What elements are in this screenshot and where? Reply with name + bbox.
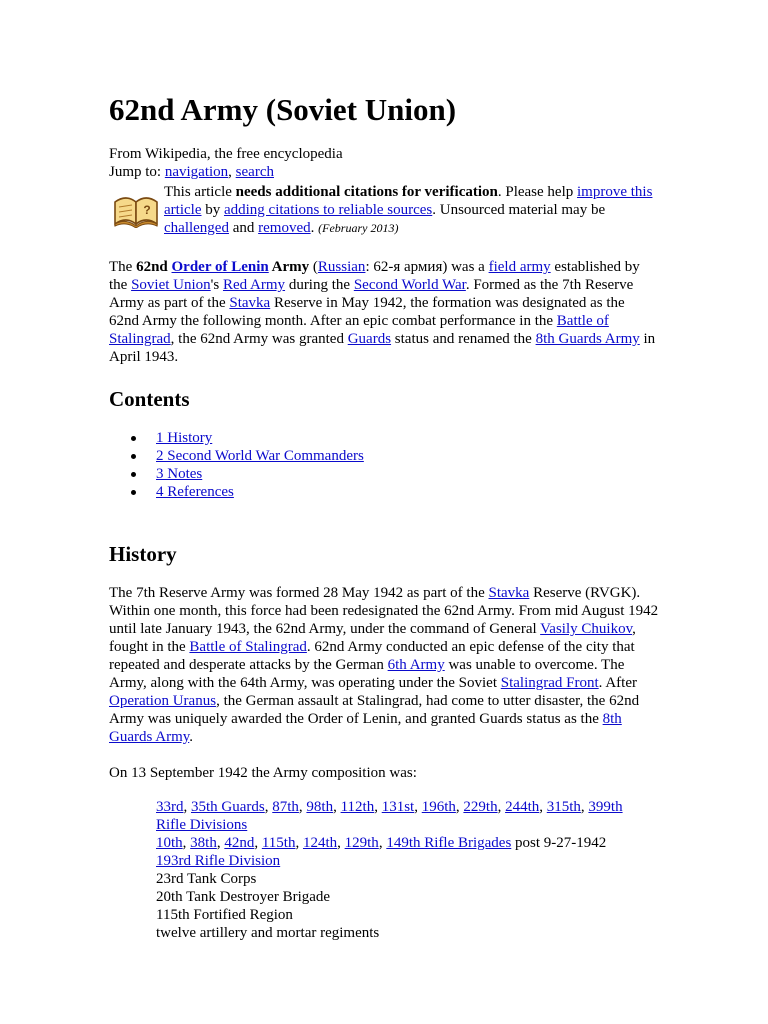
193rd-division-link[interactable]: 193rd Rifle Division: [156, 853, 281, 869]
fortified-region-line: 115th Fortified Region: [156, 907, 293, 923]
history-text: The 7th Reserve Army was formed 28 May 1942 as part of the: [109, 585, 489, 601]
notice-text: and: [228, 220, 259, 236]
stavka-link[interactable]: Stavka: [229, 295, 271, 311]
intro-text: The: [109, 259, 137, 275]
citation-notice: [164, 183, 664, 237]
brigade-link[interactable]: 149th Rifle Brigades: [386, 835, 512, 851]
intro-text: in April 1943.: [109, 331, 656, 365]
open-book-question-icon: [112, 188, 160, 228]
division-193-line: [156, 852, 656, 870]
toc-link-history[interactable]: 1 History: [156, 430, 213, 446]
soviet-union-link[interactable]: Soviet Union: [131, 277, 211, 293]
intro-bold: Army: [268, 259, 310, 275]
history-text: Reserve (RVGK). Within one month, this force had been redesignated the 62nd Army. From mid August 1942 until late January 1943, the 62nd Army, under the command of General: [109, 585, 659, 637]
notice-text: .: [310, 220, 319, 236]
tagline: From Wikipedia, the free encyclopedia: [109, 146, 343, 162]
brigade-link[interactable]: 129th: [344, 835, 379, 851]
6th-army-link[interactable]: 6th Army: [387, 657, 445, 673]
intro-paragraph: [109, 258, 657, 366]
battle-of-stalingrad-link[interactable]: Battle of Stalingrad: [189, 639, 307, 655]
rifle-brigades-line: 10th, 38th, 42nd, 115th, 124th, 129th, 149th Rifle Brigades post 9-27-1942: [156, 835, 607, 851]
red-army-link[interactable]: Red Army: [222, 277, 286, 293]
division-link[interactable]: 98th: [306, 799, 334, 815]
toc-item: [109, 483, 364, 501]
jump-to: [109, 163, 274, 181]
division-link[interactable]: 244th: [505, 799, 540, 815]
notice-text: . Unsourced material may be: [432, 202, 606, 218]
toc-item: [109, 465, 364, 483]
notice-text: . Please help: [497, 184, 578, 200]
intro-text: during the: [285, 277, 354, 293]
intro-text: (: [309, 259, 318, 275]
brigade-link[interactable]: 38th: [190, 835, 217, 851]
tank-corps-line: 23rd Tank Corps: [156, 871, 257, 887]
history-text: . After: [598, 675, 637, 691]
russian-link[interactable]: Russian: [317, 259, 366, 275]
history-heading: History: [109, 542, 177, 566]
intro-text: : 62-я армия) was a: [365, 259, 489, 275]
toc-link-notes[interactable]: 3 Notes: [156, 466, 203, 482]
history-text: , the German assault at Stalingrad, had come to utter disaster, the 62nd Army was uniquely awarded the Order of Lenin, and granted Guards status as the: [109, 693, 640, 727]
guards-link[interactable]: Guards: [347, 331, 392, 347]
jump-navigation-link[interactable]: navigation: [164, 164, 229, 180]
svg-text:?: ?: [143, 203, 151, 217]
toc-item: [109, 447, 364, 465]
intro-text: , the 62nd Army was granted: [170, 331, 348, 347]
field-army-link[interactable]: field army: [488, 259, 551, 275]
jump-to-prefix: Jump to:: [109, 164, 165, 180]
brigades-suffix: post 9-27-1942: [511, 835, 607, 851]
brigade-link[interactable]: 124th: [302, 835, 338, 851]
operation-uranus-link[interactable]: Operation Uranus: [109, 693, 217, 709]
division-link[interactable]: 35th Guards: [191, 799, 265, 815]
adding-citations-link[interactable]: adding citations to reliable sources: [223, 202, 433, 218]
intro-bold: 62nd: [136, 259, 172, 275]
notice-text: by: [201, 202, 224, 218]
8th-guards-army-link[interactable]: 8th Guards Army: [109, 711, 622, 745]
intro-text: 's: [210, 277, 223, 293]
table-of-contents: [109, 429, 364, 501]
intro-text: status and renamed the: [391, 331, 536, 347]
history-text: . 62nd Army conducted an epic defense of the city that repeated and desperate attacks by the German: [109, 639, 635, 673]
jump-search-link[interactable]: search: [235, 164, 274, 180]
vasily-chuikov-link[interactable]: Vasily Chuikov: [540, 621, 633, 637]
contents-heading: Contents: [109, 387, 190, 411]
page-title: 62nd Army (Soviet Union): [109, 92, 457, 127]
battle-of-stalingrad-link[interactable]: Battle of Stalingrad: [109, 313, 609, 347]
8th-guards-army-link[interactable]: 8th Guards Army: [535, 331, 640, 347]
brigade-link[interactable]: 10th: [156, 835, 183, 851]
intro-text: . Formed as the 7th Reserve Army as part of the: [109, 277, 634, 311]
artillery-line: twelve artillery and mortar regiments: [156, 925, 380, 941]
brigade-link[interactable]: 42nd: [224, 835, 255, 851]
jump-separator: ,: [228, 164, 236, 180]
history-paragraph: [109, 584, 661, 746]
toc-link-references[interactable]: 4 References: [156, 484, 234, 500]
intro-text: established by the: [109, 259, 640, 293]
division-link[interactable]: 399th Rifle Divisions: [156, 799, 623, 833]
tank-destroyer-line: 20th Tank Destroyer Brigade: [156, 889, 331, 905]
challenged-link[interactable]: challenged: [164, 220, 229, 236]
division-link[interactable]: 131st: [381, 799, 415, 815]
improve-article-link[interactable]: improve this article: [164, 184, 653, 218]
second-world-war-link[interactable]: Second World War: [353, 277, 466, 293]
history-text: .: [189, 729, 194, 745]
toc-link-commanders[interactable]: 2 Second World War Commanders: [156, 448, 364, 464]
notice-bold-text: needs additional citations for verification: [235, 184, 498, 200]
history-text: was unable to overcome. The Army, along with the 64th Army, was operating under the Soviet: [109, 657, 625, 691]
division-link[interactable]: 112th: [340, 799, 375, 815]
removed-link[interactable]: removed: [258, 220, 311, 236]
brigade-link[interactable]: 115th: [261, 835, 296, 851]
army-composition: [156, 798, 656, 942]
notice-date: (February 2013): [318, 221, 399, 235]
stavka-link[interactable]: Stavka: [488, 585, 530, 601]
division-link[interactable]: 229th: [463, 799, 498, 815]
composition-intro: On 13 September 1942 the Army composition was:: [109, 765, 417, 781]
division-link[interactable]: 315th: [546, 799, 581, 815]
history-text: , fought in the: [109, 621, 636, 655]
order-of-lenin-link[interactable]: Order of Lenin: [171, 259, 269, 275]
division-link[interactable]: 196th: [421, 799, 456, 815]
division-link[interactable]: 87th: [272, 799, 299, 815]
notice-text: This article: [164, 184, 236, 200]
stalingrad-front-link[interactable]: Stalingrad Front: [500, 675, 599, 691]
division-link[interactable]: 33rd: [156, 799, 184, 815]
intro-text: Reserve in May 1942, the formation was designated as the 62nd Army the following month. After an epic combat performance in the: [109, 295, 625, 329]
rifle-divisions-line: 33rd, 35th Guards, 87th, 98th, 112th, 131st, 196th, 229th, 244th, 315th, 399th Rifle Divisions: [156, 799, 623, 833]
toc-item: [109, 429, 364, 447]
